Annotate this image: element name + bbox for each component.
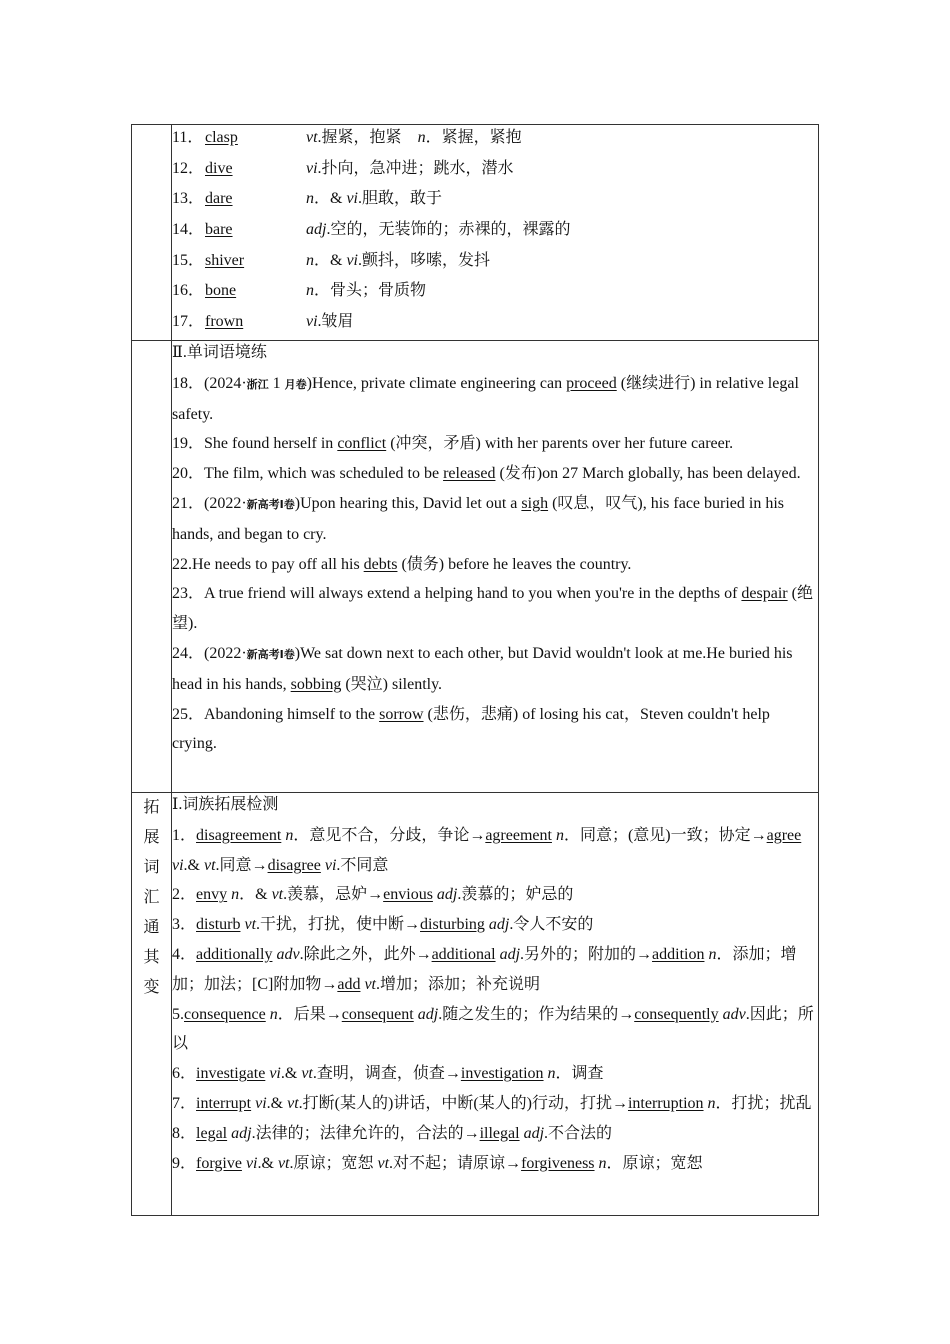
- vocab-definition: [306, 278, 818, 309]
- side-label-char: 词: [143, 858, 160, 876]
- side-cell-empty-2: [132, 340, 172, 792]
- e7-def-2: ．打扰；扰乱: [715, 1094, 812, 1112]
- q18-text-2: (继续进行) in relative legal safety.: [172, 374, 799, 423]
- side-label-char: 汇: [143, 888, 160, 906]
- q21-answer: sigh: [521, 495, 549, 512]
- vocab-pos-1: adj: [306, 221, 327, 239]
- e4-word-1: additionally: [196, 946, 273, 963]
- section-title-context: Ⅱ.单词语境练: [172, 343, 267, 361]
- e4-def-2: .另外的；附加的→: [520, 946, 653, 963]
- vocab-row: [172, 309, 818, 340]
- vocab-number: 16．: [172, 282, 205, 300]
- e1-num: 1．: [172, 826, 197, 844]
- vocab-list: [172, 125, 818, 340]
- e1-pos-4: vi: [324, 856, 337, 874]
- e1-pos-3: vi: [172, 856, 184, 874]
- vocab-def-2: .颤抖，哆嗦，发抖: [358, 251, 491, 269]
- e5-def-2: .随之发生的；作为结果的→: [438, 1005, 635, 1023]
- q21-text-2: (叹息，叹气), his face buried in his hands, and began to cry.: [172, 495, 785, 543]
- e6-pos-2: n: [547, 1065, 556, 1083]
- e1-pos-1: n: [285, 826, 294, 844]
- side-label-char: 变: [143, 978, 160, 996]
- vocab-word: dare: [205, 190, 233, 208]
- vocab-def-1: ．&: [314, 190, 347, 208]
- q24-source: 新高考Ⅰ卷: [246, 647, 295, 661]
- side-label: [132, 793, 171, 1003]
- e3-word-2: disturbing: [420, 916, 485, 934]
- vocab-def-1: .皱眉: [317, 313, 354, 331]
- q19-pre: 19．She found herself in: [172, 435, 338, 453]
- vocab-table: [131, 124, 819, 1216]
- vocab-word: frown: [205, 313, 244, 331]
- e9-def-1c: .对不起；请原谅→: [389, 1154, 522, 1172]
- vocab-row: [172, 278, 818, 309]
- e4-def-3: ．添加；增加；加法；[C]附加物→: [172, 946, 797, 993]
- vocab-number: 11．: [172, 129, 204, 146]
- side-label-char: 通: [143, 918, 160, 936]
- e9-num: 9．: [172, 1154, 197, 1172]
- vocab-pos-2: vi: [346, 251, 358, 269]
- e9-pos-2: n: [598, 1154, 607, 1172]
- e7-pos-1: vi: [255, 1094, 267, 1112]
- e1-word-3: agree: [766, 826, 802, 844]
- e7-word-1: interrupt: [196, 1094, 252, 1112]
- e7-def-1b: .打断(某人的)讲话，中断(某人的)行动，打扰→: [298, 1094, 628, 1112]
- e2-pos-2: adj: [436, 886, 458, 904]
- section-title-word-family: Ⅰ.词族拓展检测: [172, 795, 279, 813]
- vocab-def-1: .空的，无装饰的；赤裸的，裸露的: [326, 221, 571, 239]
- vocab-pos-1: n: [306, 251, 314, 269]
- q19: [172, 429, 818, 459]
- vocab-definition: [306, 125, 818, 156]
- vocab-pos-2: n: [417, 129, 426, 146]
- q23-post: (绝望).: [172, 585, 813, 633]
- q20-pre: 20．The film, which was scheduled to be: [172, 465, 444, 483]
- e4-pos-2: adj: [499, 946, 521, 963]
- q24-text-2: (哭泣) silently.: [341, 675, 443, 693]
- e1-def-3b: .同意→: [215, 856, 268, 874]
- vocab-row: [172, 248, 818, 279]
- vocab-word: bare: [205, 221, 233, 239]
- e9-word-1: forgive: [196, 1154, 242, 1172]
- vocab-definition: [306, 217, 818, 248]
- entry-8: [172, 1119, 818, 1149]
- e2-def-1: ．&: [239, 886, 272, 904]
- vocab-pos-1: vi: [306, 159, 318, 177]
- e9-pos-1c: vt: [377, 1154, 390, 1172]
- e4-word-2: additional: [431, 946, 496, 963]
- q25: [172, 700, 818, 760]
- entry-2: [172, 880, 818, 910]
- q25-post: (悲伤，悲痛) of losing his cat，Steven couldn't help crying.: [172, 705, 770, 753]
- q18-pre: 18．(2024·: [172, 374, 247, 392]
- e7-def-1: .&: [266, 1094, 288, 1112]
- e1-pos-3b: vt: [204, 856, 216, 874]
- context-practice-cell: [172, 340, 819, 792]
- e2-def-2: .羡慕的；妒忌的: [457, 886, 574, 904]
- e1-def-1: ．意见不合，分歧，争论→: [293, 826, 486, 844]
- q21: [172, 489, 818, 550]
- e6-def-2: ．调查: [555, 1065, 604, 1083]
- e7-num: 7．: [172, 1094, 197, 1112]
- e3-def-1: .干扰，打扰，使中断→: [256, 916, 421, 934]
- vocab-definition: [306, 248, 818, 279]
- vocab-pos-1: n: [306, 282, 314, 300]
- vocab-number: 12．: [172, 159, 205, 177]
- vocab-number: 13．: [172, 190, 205, 208]
- e3-pos-2: adj: [488, 916, 510, 934]
- side-label-char: 其: [143, 948, 160, 966]
- e5-word-3: consequently: [634, 1005, 719, 1023]
- side-label-char: 拓: [143, 798, 160, 816]
- q20: [172, 459, 818, 489]
- q20-answer: released: [443, 465, 496, 483]
- side-label-cell: [132, 792, 172, 1215]
- e1-word-1: disagreement: [196, 826, 282, 844]
- e5-word-2: consequent: [341, 1005, 414, 1023]
- vocab-def-2: ．紧握，紧抱: [425, 129, 522, 146]
- q24: [172, 639, 818, 700]
- e4-word-4: add: [337, 975, 361, 993]
- e9-word-2: forgiveness: [521, 1154, 595, 1172]
- e7-word-2: interruption: [627, 1094, 704, 1112]
- e5-pos-2: adj: [417, 1005, 439, 1023]
- e8-word-2: illegal: [479, 1124, 520, 1142]
- vocab-pos-1: n: [306, 190, 314, 208]
- e5-def-1: ．后果→: [277, 1005, 342, 1023]
- q22: [172, 550, 818, 580]
- vocab-word: clasp: [205, 129, 238, 146]
- q18-text: )Hence, private climate engineering can: [306, 374, 567, 392]
- e3-pos-1: vt: [244, 916, 257, 934]
- entry-3: [172, 910, 818, 940]
- q21-pre: 21．(2022·: [172, 495, 247, 512]
- e6-def-1b: .查明，调查，侦查→: [312, 1065, 461, 1083]
- vocab-def-1: .握紧，抱紧: [317, 129, 418, 146]
- vocab-number: 14．: [172, 221, 205, 239]
- q18: [172, 369, 818, 430]
- side-cell-empty: [132, 125, 172, 341]
- e3-num: 3．: [172, 916, 197, 934]
- e4-word-3: addition: [652, 946, 705, 963]
- e9-pos-1: vi: [245, 1154, 258, 1172]
- e9-def-2: ．原谅；宽恕: [606, 1154, 703, 1172]
- vocab-pos-1: vt: [306, 129, 318, 146]
- e6-pos-1: vi: [269, 1065, 281, 1083]
- q23-answer: despair: [741, 585, 788, 603]
- word-family-cell: [172, 792, 819, 1215]
- e1-word-4: disagree: [267, 856, 321, 874]
- vocab-row: [172, 186, 818, 217]
- entry-9: [172, 1149, 818, 1179]
- vocab-row: [172, 156, 818, 187]
- e7-pos-1b: vt: [287, 1094, 299, 1112]
- q25-answer: sorrow: [379, 705, 424, 723]
- vocab-number: 15．: [172, 251, 205, 269]
- q25-pre: 25．Abandoning himself to the: [172, 705, 380, 723]
- q22-answer: debts: [363, 555, 398, 573]
- vocab-number: 17．: [172, 313, 205, 331]
- side-label-char: 展: [143, 828, 160, 846]
- q22-post: (债务) before he leaves the country.: [397, 555, 632, 573]
- e5-pos-1: n: [269, 1005, 278, 1023]
- q21-source: 新高考Ⅰ卷: [246, 498, 295, 511]
- q19-answer: conflict: [337, 435, 387, 453]
- entry-5: [172, 1000, 818, 1060]
- entry-1: [172, 821, 818, 881]
- e5-def-3: .因此；所以: [172, 1005, 814, 1053]
- vocab-definition: [306, 156, 818, 187]
- e2-pos-1: n: [231, 886, 240, 904]
- vocab-def-1: .扑向，急冲进；跳水，潜水: [317, 159, 514, 177]
- e5-num: 5.: [172, 1005, 184, 1023]
- e2-def-1b: .羡慕，忌妒→: [283, 886, 384, 904]
- q23-pre: 23．A true friend will always extend a helping hand to you when you're in the depths of: [172, 585, 742, 603]
- e4-pos-3: n: [708, 946, 717, 963]
- vocab-def-1: ．&: [314, 251, 347, 269]
- e7-pos-2: n: [707, 1094, 716, 1112]
- e6-def-1: .&: [280, 1065, 302, 1083]
- vocab-word: dive: [205, 159, 233, 177]
- q19-post: (冲突，矛盾) with her parents over her future career.: [386, 435, 734, 453]
- vocab-row: [172, 217, 818, 248]
- e4-num: 4．: [172, 946, 197, 963]
- vocab-pos-2: vi: [346, 190, 358, 208]
- q18-source-2: 月卷: [284, 377, 307, 391]
- e2-word-1: envy: [196, 886, 228, 904]
- vocab-list-cell: [172, 125, 819, 341]
- e6-pos-1b: vt: [301, 1065, 313, 1083]
- e9-pos-1b: vt: [277, 1154, 290, 1172]
- e4-def-1: .除此之外，此外→: [299, 946, 432, 963]
- e9-def-1: .&: [257, 1154, 278, 1172]
- e6-word-1: investigate: [196, 1065, 266, 1083]
- e5-word-1: consequence: [184, 1005, 266, 1023]
- q22-pre: 22.He needs to pay off all his: [172, 555, 364, 573]
- e1-pos-2: n: [555, 826, 564, 844]
- e4-pos-4: vt: [364, 975, 376, 993]
- e8-pos-1: adj: [231, 1124, 252, 1142]
- q24-pre: 24．(2022·: [172, 644, 247, 662]
- vocab-pos-1: vi: [306, 313, 318, 331]
- e5-pos-3: adv: [722, 1005, 746, 1023]
- q18-answer: proceed: [566, 374, 617, 392]
- vocab-word: bone: [205, 282, 237, 300]
- vocab-def-2: .胆敢，敢于: [358, 190, 443, 208]
- q24-text: )We sat down next to each other, but David wouldn't look at me.He buried his head in his hands,: [172, 644, 793, 693]
- e1-def-3: .&: [183, 856, 204, 874]
- e8-word-1: legal: [196, 1124, 228, 1142]
- e9-def-1b: .原谅；宽恕: [289, 1154, 378, 1172]
- e2-num: 2．: [172, 886, 197, 904]
- e4-def-4: .增加；添加；补充说明: [376, 975, 541, 993]
- entry-6: [172, 1059, 818, 1089]
- e4-pos-1: adv: [276, 946, 300, 963]
- vocab-word: shiver: [205, 251, 245, 269]
- q18-mid: 1: [268, 374, 285, 392]
- entry-4: [172, 940, 818, 1000]
- vocab-row: [172, 125, 818, 156]
- entry-7: [172, 1089, 818, 1119]
- vocab-definition: [306, 186, 818, 217]
- q21-text: )Upon hearing this, David let out a: [294, 495, 522, 512]
- q24-answer: sobbing: [290, 675, 342, 693]
- e8-num: 8．: [172, 1124, 197, 1142]
- e2-word-2: envious: [383, 886, 433, 904]
- vocab-def-1: ．骨头；骨质物: [314, 282, 427, 300]
- e8-def-1: .法律的；法律允许的，合法的→: [251, 1124, 480, 1142]
- e6-num: 6．: [172, 1065, 197, 1083]
- e1-def-2: ．同意；(意见)一致；协定→: [563, 826, 767, 844]
- e8-def-2: .不合法的: [544, 1124, 613, 1142]
- q20-post: (发布)on 27 March globally, has been delayed.: [495, 465, 801, 483]
- q23: [172, 579, 818, 639]
- q18-source: 浙江: [246, 377, 269, 391]
- e1-word-2: agreement: [485, 826, 552, 844]
- e6-word-2: investigation: [460, 1065, 544, 1083]
- e2-pos-1b: vt: [271, 886, 284, 904]
- e3-word-1: disturb: [196, 916, 241, 934]
- e1-def-4: .不同意: [336, 856, 389, 874]
- vocab-definition: [306, 309, 818, 340]
- e3-def-2: .令人不安的: [509, 916, 594, 934]
- e8-pos-2: adj: [523, 1124, 545, 1142]
